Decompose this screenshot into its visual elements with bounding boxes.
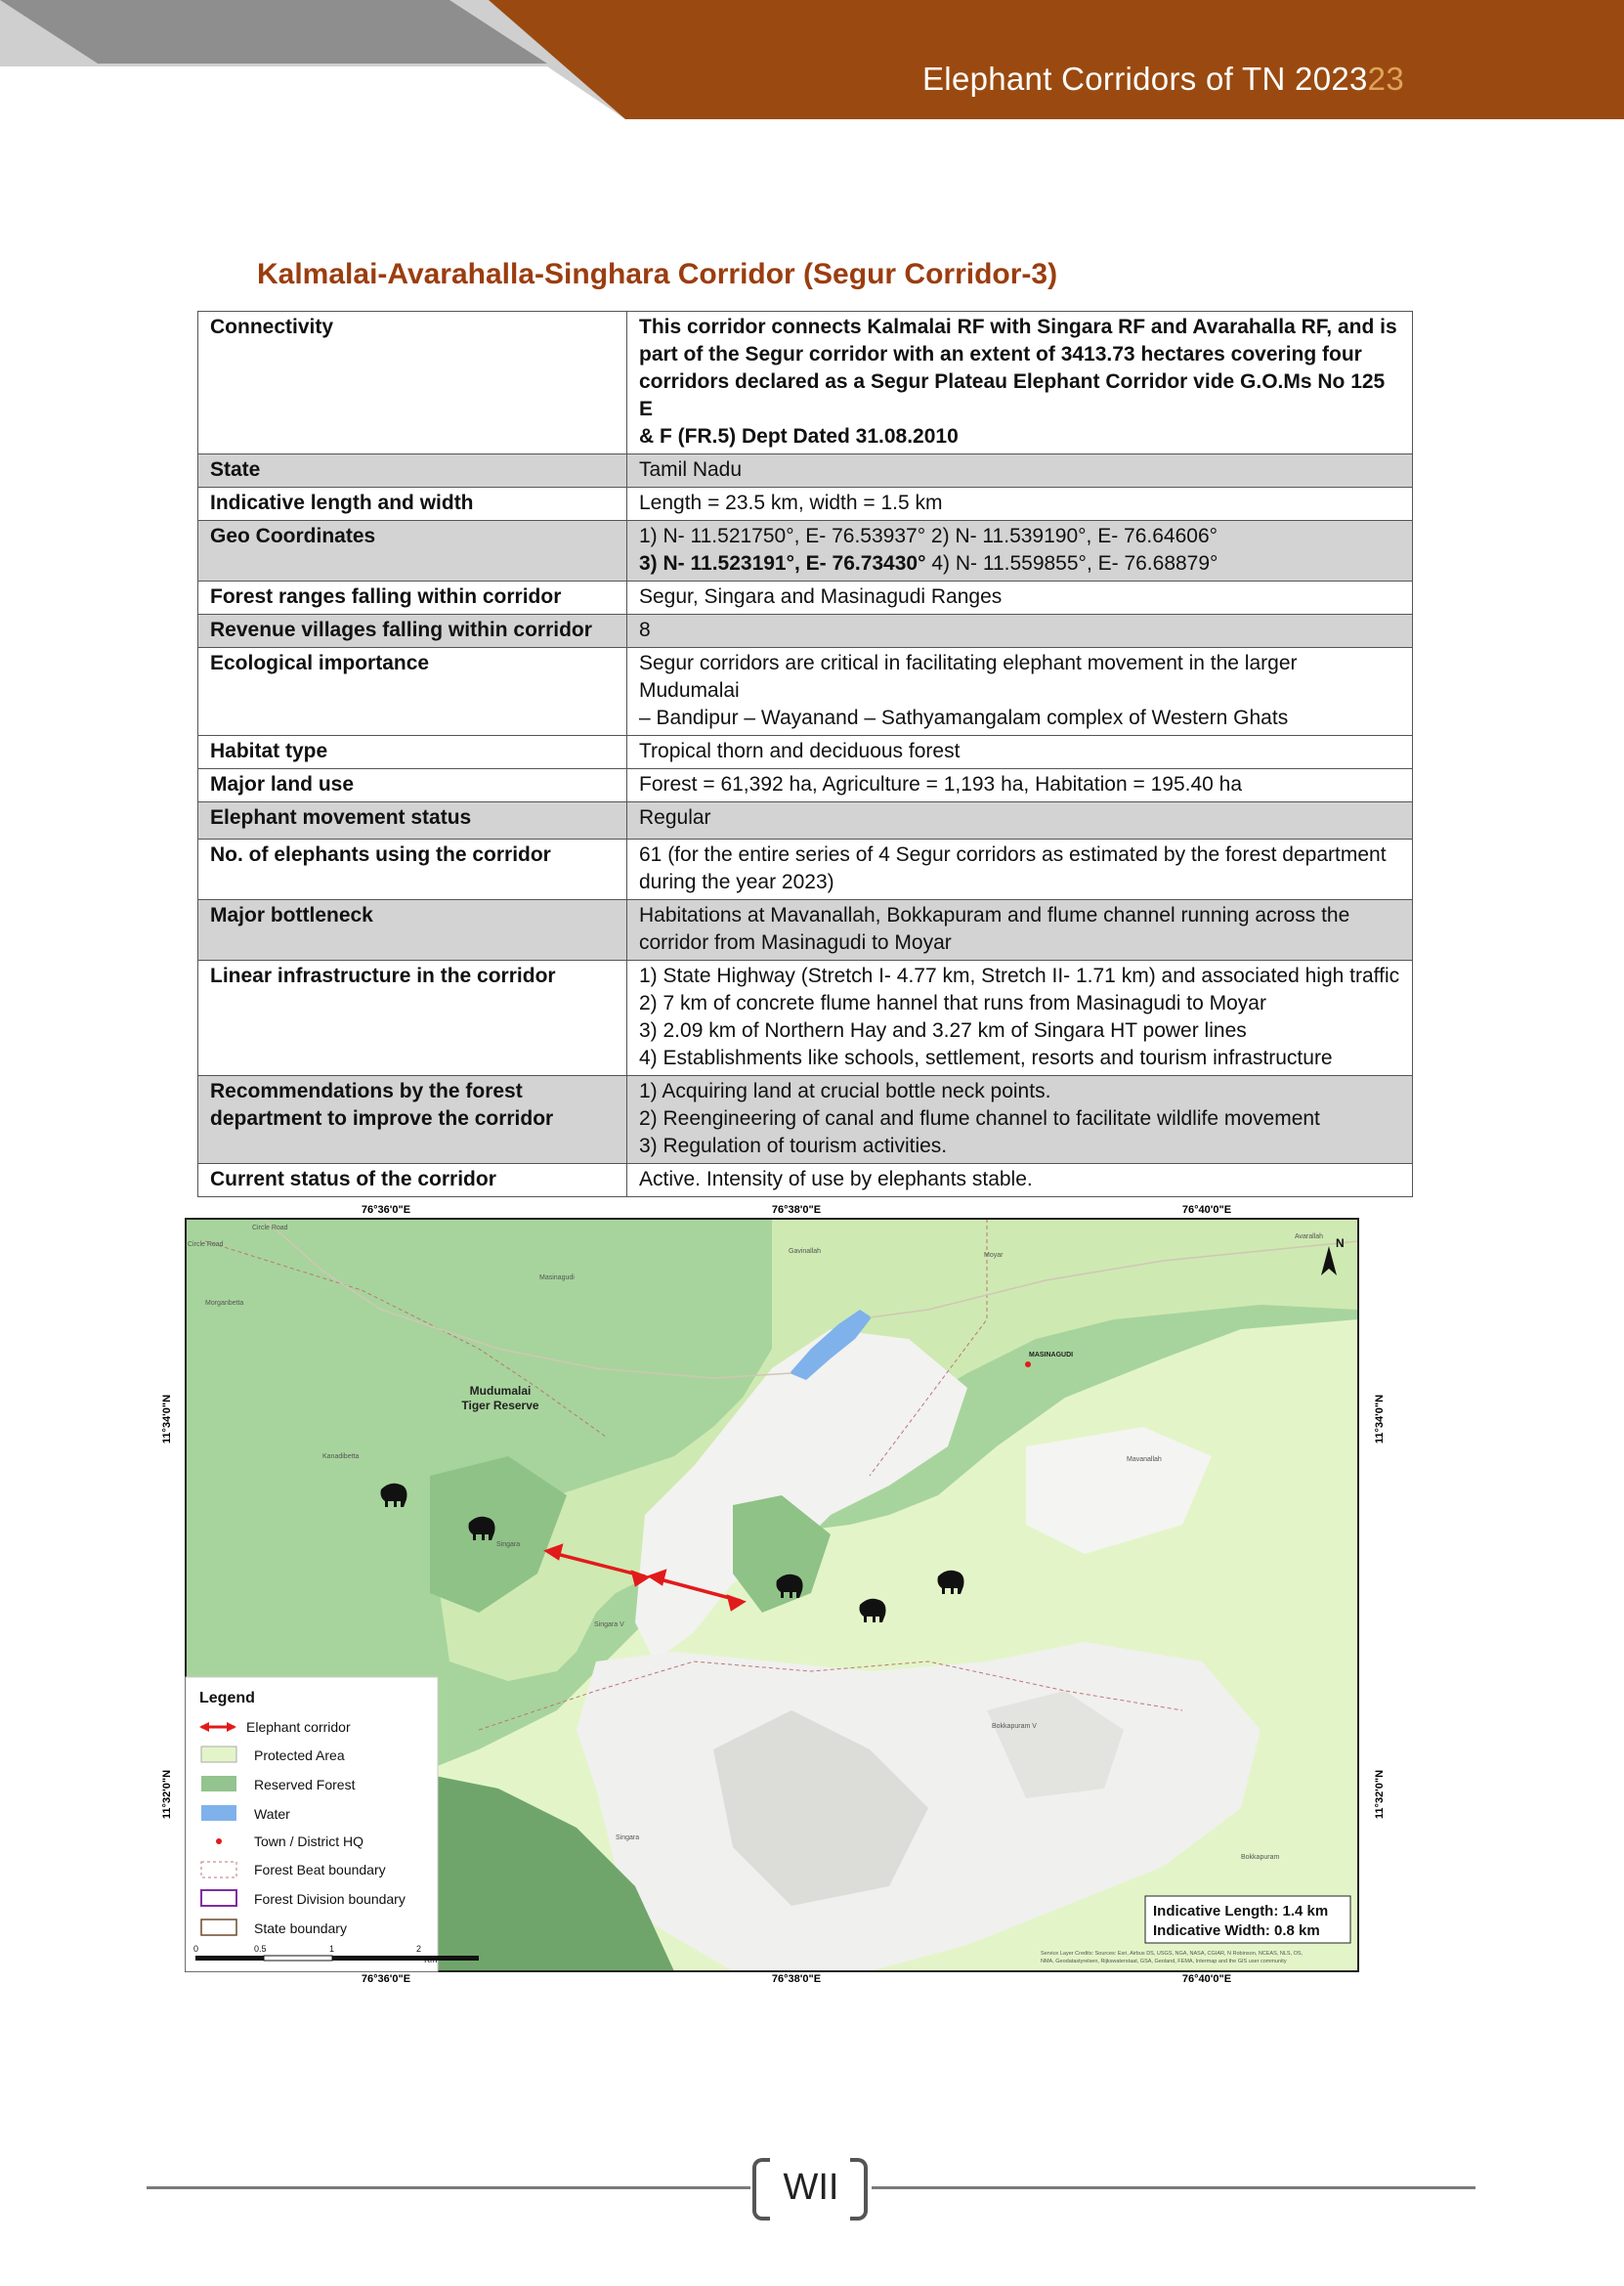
left-tick: 11°34'0"N	[161, 1394, 173, 1445]
table-row	[198, 961, 1413, 1076]
place-label: MASINAGUDI	[1029, 1352, 1074, 1359]
map-credits: NMA, Geodatastyrelsen, Rijkswaterstaat, GSA, Geoland, FEMA, Intermap and the GIS user community	[1041, 1959, 1287, 1964]
row-key: Connectivity	[198, 312, 627, 454]
table-row	[198, 900, 1413, 961]
svg-text:0: 0	[193, 1944, 199, 1954]
place-label: Singara	[616, 1834, 640, 1841]
indicative-dimensions-box	[1145, 1896, 1350, 1943]
reserve-label: Tiger Reserve	[461, 1399, 539, 1412]
page-number: WII	[783, 2167, 839, 2208]
map-credits: Service Layer Credits: Sources: Esri, Airbus DS, USGS, NGA, NASA, CGIAR, N Robinson, NCEAS, NLS, OS,	[1041, 1951, 1303, 1957]
place-label: Bokkapuram V	[992, 1723, 1037, 1730]
place-label: Circle Road	[188, 1241, 224, 1248]
top-tick: 76°38'0"E	[771, 1204, 822, 1216]
svg-text:Water: Water	[254, 1806, 290, 1822]
bottom-tick: 76°36'0"E	[361, 1973, 411, 1985]
place-label: Morganbetta	[205, 1300, 244, 1307]
bottom-tick: 76°38'0"E	[771, 1973, 822, 1985]
place-label: Bokkapuram	[1241, 1854, 1280, 1861]
row-value: Segur corridors are critical in facilitating elephant movement in the larger Mudumalai – Bandipur – Wayanand – Sathyamangalam complex of Western Ghats	[627, 648, 1413, 736]
bottom-tick: 76°40'0"E	[1181, 1973, 1232, 1985]
row-key: Indicative length and width	[198, 488, 627, 521]
place-label: Singara	[496, 1541, 521, 1548]
row-key: Revenue villages falling within corridor	[198, 615, 627, 648]
svg-text:1: 1	[329, 1944, 335, 1954]
row-key: Linear infrastructure in the corridor	[198, 961, 627, 1076]
row-value: 61 (for the entire series of 4 Segur corridors as estimated by the forest department during the year 2023)	[627, 840, 1413, 900]
table-row	[198, 840, 1413, 900]
top-tick: 76°36'0"E	[361, 1204, 411, 1216]
row-value: Segur, Singara and Masinagudi Ranges	[627, 582, 1413, 615]
row-value: This corridor connects Kalmalai RF with Singara RF and Avarahalla RF, and is part of the Segur corridor with an extent of 3413.73 hectares covering four corridors declared as a Segur Plateau Elephant Corridor vide G.O.Ms No 125 E & F (FR.5) Dept Dated 31.08.2010	[627, 312, 1413, 454]
table-row	[198, 521, 1413, 582]
svg-text:State boundary: State boundary	[254, 1920, 347, 1936]
corridor-info-table	[197, 311, 1413, 1197]
row-value: 1) N- 11.521750°, E- 76.53937° 2) N- 11.539190°, E- 76.64606° 3) N- 11.523191°, E- 76.73430° 4) N- 11.559855°, E- 76.68879°	[627, 521, 1413, 582]
table-row	[198, 615, 1413, 648]
map-legend	[186, 1677, 479, 1971]
right-tick: 11°34'0"N	[1374, 1394, 1386, 1445]
table-row	[198, 312, 1413, 454]
row-value: 1) State Highway (Stretch I- 4.77 km, Stretch II- 1.71 km) and associated high traffic 2) 7 km of concrete flume hannel that runs from Masinagudi to Moyar 3) 2.09 km of Northern Hay and 3.27 km of Singara HT power lines 4) Establishments like schools, settlement, resorts and tourism infrastructure	[627, 961, 1413, 1076]
table-row	[198, 648, 1413, 736]
row-key: State	[198, 454, 627, 488]
table-row	[198, 488, 1413, 521]
svg-text:Km: Km	[424, 1955, 438, 1964]
row-key: Major bottleneck	[198, 900, 627, 961]
svg-text:Protected Area: Protected Area	[254, 1747, 345, 1763]
svg-text:Indicative Length: 1.4 km: Indicative Length: 1.4 km	[1153, 1903, 1329, 1919]
row-value: Forest = 61,392 ha, Agriculture = 1,193 ha, Habitation = 195.40 ha	[627, 769, 1413, 802]
table-row	[198, 1164, 1413, 1197]
row-key: Elephant movement status	[198, 802, 627, 840]
legend-item	[201, 1776, 356, 1792]
svg-text:Indicative Width: 0.8 km: Indicative Width: 0.8 km	[1153, 1922, 1320, 1939]
reserve-label: Mudumalai	[469, 1384, 532, 1398]
row-key: Geo Coordinates	[198, 521, 627, 582]
svg-text:Town / District HQ: Town / District HQ	[254, 1833, 364, 1849]
svg-text:Reserved Forest: Reserved Forest	[254, 1777, 356, 1792]
table-row	[198, 736, 1413, 769]
svg-text:Legend: Legend	[199, 1690, 255, 1706]
header-title-text: Elephant Corridors of TN 2023	[922, 61, 1368, 97]
table-row	[198, 802, 1413, 840]
row-key: No. of elephants using the corridor	[198, 840, 627, 900]
row-key: Major land use	[198, 769, 627, 802]
legend-item	[201, 1747, 345, 1763]
row-key: Ecological importance	[198, 648, 627, 736]
header-title	[922, 61, 1404, 98]
row-key: Habitat type	[198, 736, 627, 769]
town-marker	[1025, 1361, 1031, 1367]
place-label: Mavanallah	[1127, 1456, 1162, 1463]
svg-text:2: 2	[416, 1944, 422, 1954]
section-title: Kalmalai-Avarahalla-Singhara Corridor (Segur Corridor-3)	[257, 258, 1058, 290]
table-row	[198, 1076, 1413, 1164]
row-value: Regular	[627, 802, 1413, 840]
place-label: Avarallah	[1295, 1233, 1324, 1240]
place-label: Singara V	[594, 1621, 624, 1628]
place-label: Masinagudi	[539, 1274, 575, 1281]
row-key: Forest ranges falling within corridor	[198, 582, 627, 615]
place-label: Gavinallah	[789, 1248, 822, 1255]
row-value: Tropical thorn and deciduous forest	[627, 736, 1413, 769]
row-value: Length = 23.5 km, width = 1.5 km	[627, 488, 1413, 521]
table-row	[198, 582, 1413, 615]
header-title-ghost: 23	[1367, 61, 1404, 97]
right-tick: 11°32'0"N	[1374, 1769, 1386, 1820]
table-row	[198, 454, 1413, 488]
svg-text:0.5: 0.5	[254, 1944, 267, 1954]
row-value: Habitations at Mavanallah, Bokkapuram and flume channel running across the corridor from Masinagudi to Moyar	[627, 900, 1413, 961]
svg-text:Forest Division boundary: Forest Division boundary	[254, 1891, 406, 1907]
svg-text:Elephant corridor: Elephant corridor	[246, 1719, 351, 1735]
row-value: Active. Intensity of use by elephants stable.	[627, 1164, 1413, 1197]
place-label: Circle Road	[252, 1225, 288, 1231]
row-key: Recommendations by the forest department to improve the corridor	[198, 1076, 627, 1164]
svg-text:Forest Beat boundary: Forest Beat boundary	[254, 1862, 386, 1877]
row-key: Current status of the corridor	[198, 1164, 627, 1197]
row-value: 8	[627, 615, 1413, 648]
left-tick: 11°32'0"N	[161, 1769, 173, 1820]
place-label: Kanadibetta	[322, 1453, 360, 1460]
footer-line-left	[147, 2186, 750, 2189]
top-tick: 76°40'0"E	[1181, 1204, 1232, 1216]
footer-line-right	[872, 2186, 1475, 2189]
svg-text:N: N	[1336, 1236, 1345, 1250]
row-value: 1) Acquiring land at crucial bottle neck points. 2) Reengineering of canal and flume channel to facilitate wildlife movement 3) Regulation of tourism activities.	[627, 1076, 1413, 1164]
table-row	[198, 769, 1413, 802]
row-value: Tamil Nadu	[627, 454, 1413, 488]
place-label: Moyar	[984, 1252, 1004, 1259]
corridor-map	[161, 1202, 1386, 1985]
